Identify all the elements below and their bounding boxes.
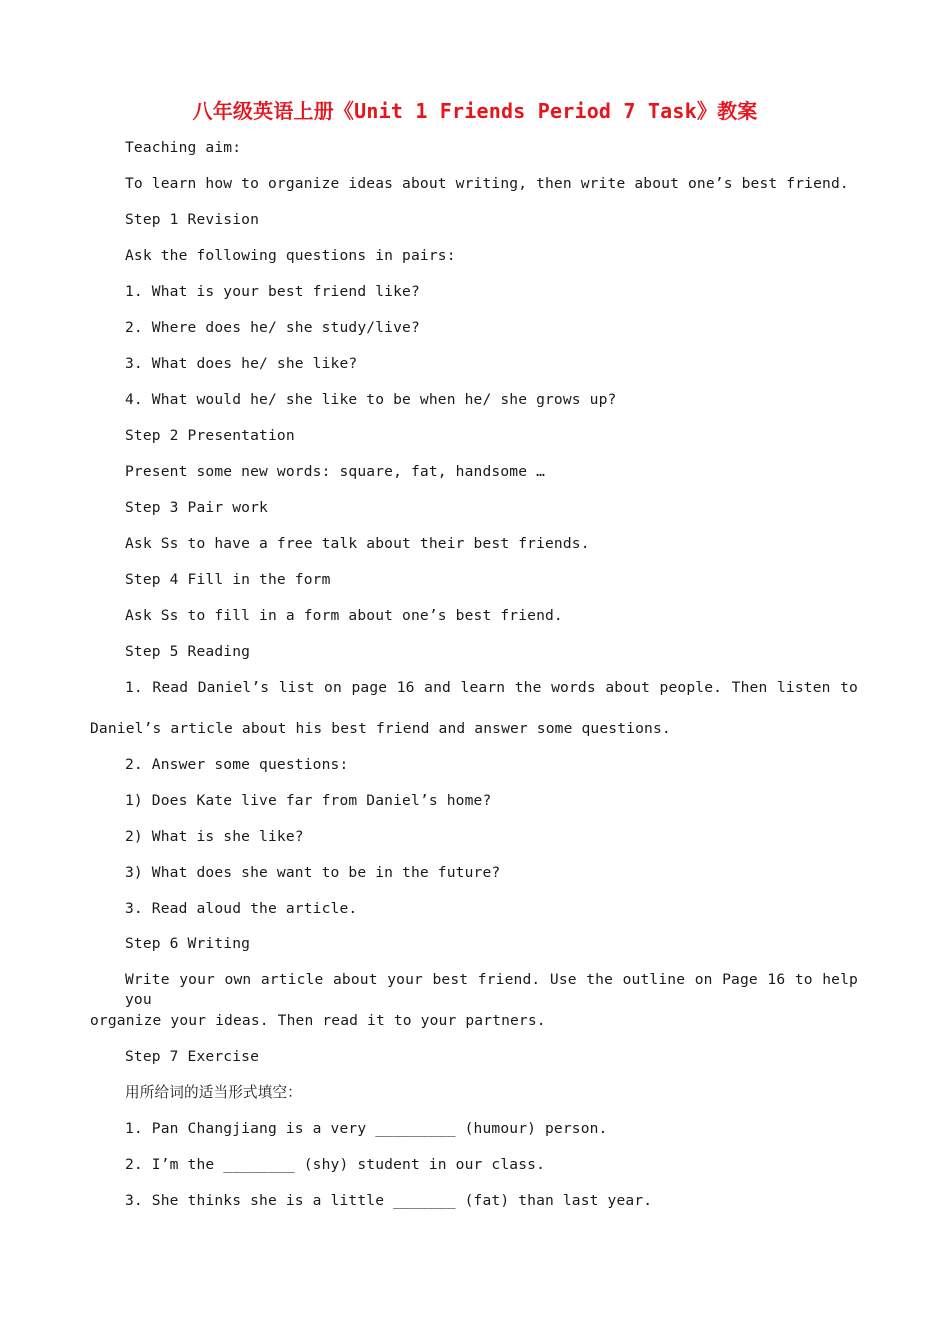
step-2-text: Present some new words: square, fat, handsome … bbox=[125, 463, 546, 480]
reading-question-3: 3) What does she want to be in the future? bbox=[125, 864, 501, 881]
reading-question-2: 2) What is she like? bbox=[125, 828, 304, 845]
step-1-instruction: Ask the following questions in pairs: bbox=[125, 247, 456, 264]
revision-question-4: 4. What would he/ she like to be when he/ she grows up? bbox=[125, 391, 617, 408]
document-title: 八年级英语上册《Unit 1 Friends Period 7 Task》教案 bbox=[192, 99, 758, 123]
revision-question-1: 1. What is your best friend like? bbox=[125, 283, 420, 300]
step-5-item-1-continued: Daniel’s article about his best friend and answer some questions. bbox=[90, 720, 671, 737]
exercise-item-3: 3. She thinks she is a little _______ (fat) than last year. bbox=[125, 1192, 653, 1209]
teaching-aim-text: To learn how to organize ideas about writing, then write about one’s best friend. bbox=[125, 175, 849, 192]
step-4-text: Ask Ss to fill in a form about one’s best friend. bbox=[125, 607, 563, 624]
step-7-heading: Step 7 Exercise bbox=[125, 1048, 260, 1065]
step-5-item-2: 2. Answer some questions: bbox=[125, 756, 349, 773]
step-3-text: Ask Ss to have a free talk about their best friends. bbox=[125, 535, 590, 552]
reading-question-1: 1) Does Kate live far from Daniel’s home? bbox=[125, 792, 492, 809]
step-6-text: Write your own article about your best friend. Use the outline on Page 16 to help you bbox=[125, 971, 858, 1008]
step-6-heading: Step 6 Writing bbox=[125, 935, 251, 952]
revision-question-3: 3. What does he/ she like? bbox=[125, 355, 358, 372]
step-4-heading: Step 4 Fill in the form bbox=[125, 571, 331, 588]
step-5-item-1: 1. Read Daniel’s list on page 16 and learn the words about people. Then listen to bbox=[125, 679, 858, 696]
step-1-heading: Step 1 Revision bbox=[125, 211, 260, 228]
step-5-item-3: 3. Read aloud the article. bbox=[125, 900, 358, 917]
exercise-item-1: 1. Pan Changjiang is a very _________ (humour) person. bbox=[125, 1120, 608, 1137]
step-6-text-continued: organize your ideas. Then read it to your partners. bbox=[90, 1012, 546, 1029]
step-3-heading: Step 3 Pair work bbox=[125, 499, 268, 516]
step-5-heading: Step 5 Reading bbox=[125, 643, 251, 660]
teaching-aim-heading: Teaching aim: bbox=[125, 139, 242, 156]
exercise-instruction: 用所给词的适当形式填空： bbox=[125, 1084, 302, 1101]
step-2-heading: Step 2 Presentation bbox=[125, 427, 295, 444]
revision-question-2: 2. Where does he/ she study/live? bbox=[125, 319, 420, 336]
exercise-item-2: 2. I’m the ________ (shy) student in our class. bbox=[125, 1156, 546, 1173]
